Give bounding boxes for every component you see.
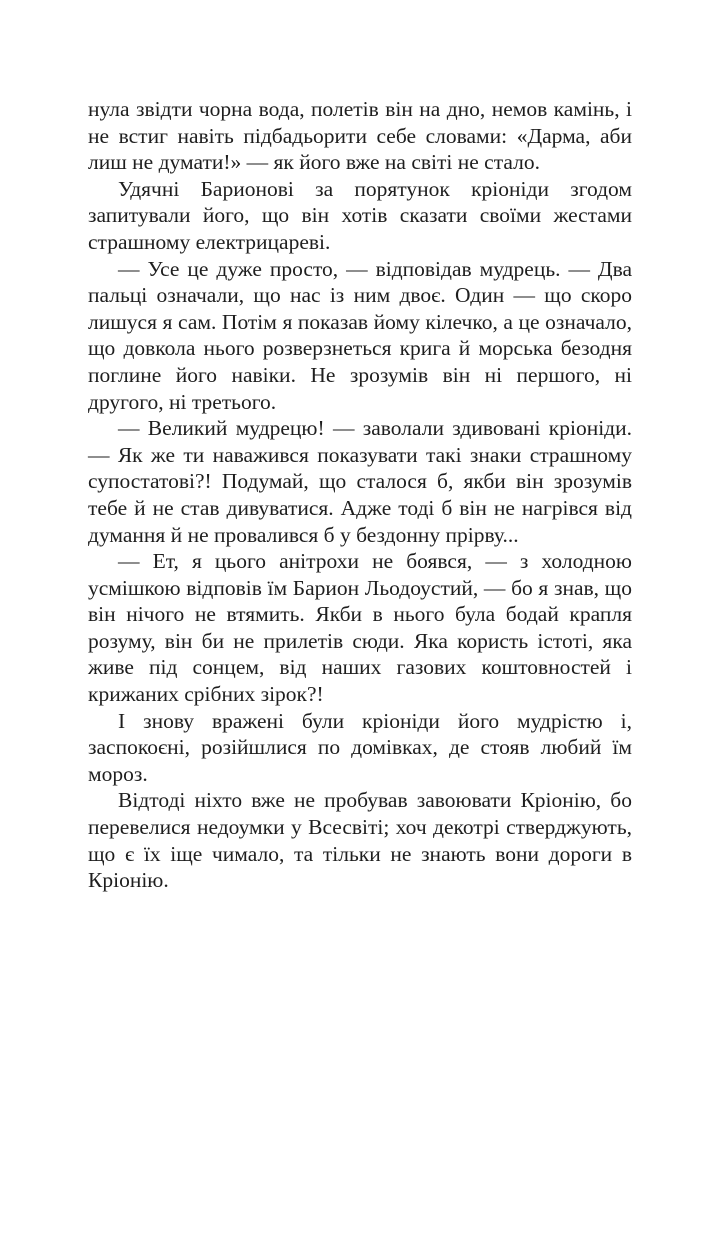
paragraph-4: — Великий мудрецю! — заволали здивовані кріоніди. — Як же ти наважився показувати такі знаки страшному супостатові?! Подумай, що сталося б, якби він зрозумів тебе й не став дивуватися. Адже тоді б він не нагрівся від думання й не провалився б у бездонну прірву... — [88, 416, 632, 547]
paragraph-3: — Усе це дуже просто, — відповідав мудрець. — Два пальці означали, що нас із ним двоє. Один — що скоро лишуся я сам. Потім я показав йому кілечко, а це означало, що довкола нього розверзнеться крига й морська безодня поглине його навіки. Не зрозумів він ні першого, ні другого, ні третього. — [88, 256, 632, 414]
paragraph-6: І знову вражені були кріоніди його мудрістю і, заспокоєні, розійшлися по домівках, де стояв любий їм мороз. — [88, 708, 632, 786]
paragraph-7: Відтоді ніхто вже не пробував завоювати Кріонію, бо перевелися недоумки у Всесвіті; хоч декотрі стверджують, що є їх іще чимало, та тільки не знають вони дороги в Кріонію. — [88, 788, 632, 893]
page-text-block — [88, 96, 632, 894]
paragraph-5: — Ет, я цього анітрохи не боявся, — з холодною усмішкою відповів їм Барион Льодоустий, — бо я знав, що він нічого не втямить. Якби в нього була бодай крапля розуму, він би не прилетів сюди. Яка користь істоті, яка живе під сонцем, від наших газових коштовностей і крижаних срібних зірок?! — [88, 549, 632, 707]
paragraph-2: Удячні Барионові за порятунок кріоніди згодом запитували його, що він хотів сказати своїми жестами страшному електрицареві. — [88, 176, 632, 254]
paragraph-1: нула звідти чорна вода, полетів він на дно, немов камінь, і не встиг навіть підбадьорити себе словами: «Дарма, аби лиш не думати!» — як його вже на світі не стало. — [88, 97, 632, 175]
